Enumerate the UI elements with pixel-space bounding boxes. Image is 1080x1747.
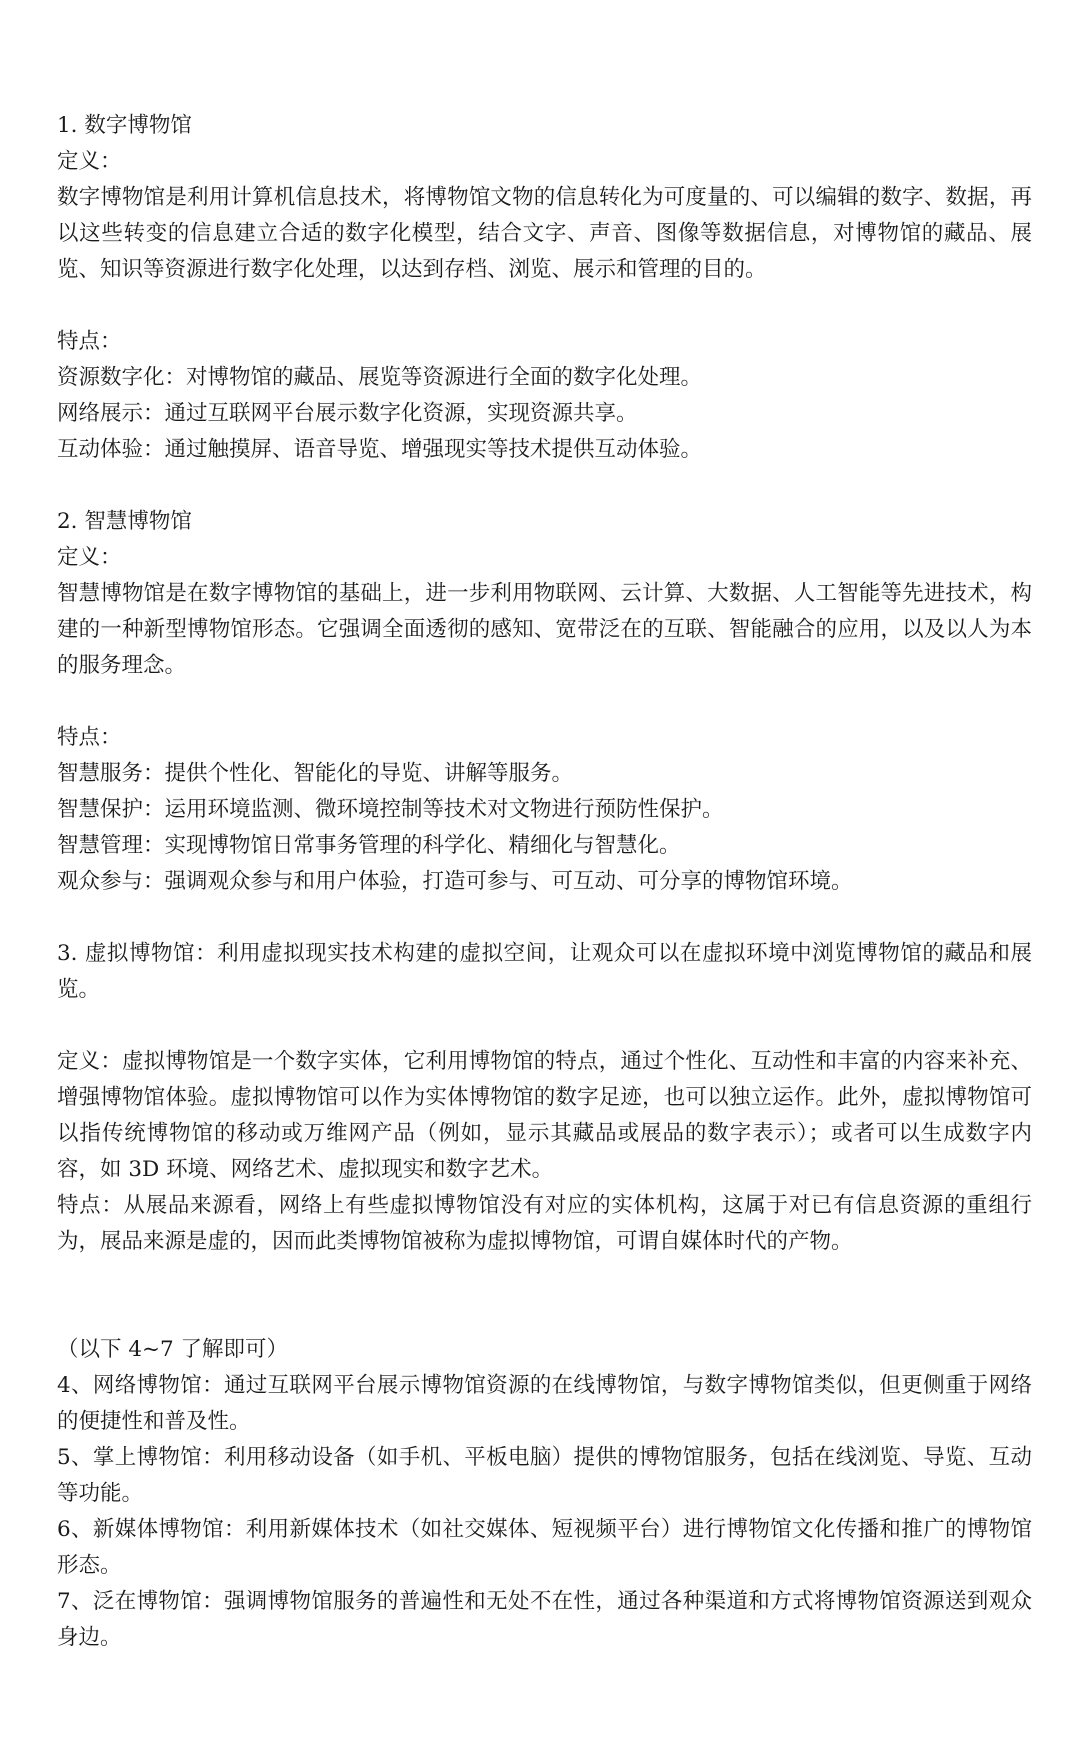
section-1-feature: 网络展示：通过互联网平台展示数字化资源，实现资源共享。 xyxy=(57,401,638,426)
section-3-heading: 3. 虚拟博物馆：利用虚拟现实技术构建的虚拟空间，让观众可以在虚拟环境中浏览博物馆的藏品和展览。 xyxy=(57,941,1032,1002)
section-1-features-label: 特点： xyxy=(57,329,122,354)
supplementary-note: （以下 4~7 了解即可） xyxy=(57,1337,289,1362)
section-3-definition: 定义：虚拟博物馆是一个数字实体，它利用博物馆的特点，通过个性化、互动性和丰富的内容来补充、增强博物馆体验。虚拟博物馆可以作为实体博物馆的数字足迹，也可以独立运作。此外，虚拟博物馆可以指传统博物馆的移动或万维网产品（例如，显示其藏品或展品的数字表示）；或者可以生成数字内容，如 3D 环境、网络艺术、虚拟现实和数字艺术。 xyxy=(57,1049,1032,1182)
supplementary-item: 4、网络博物馆：通过互联网平台展示博物馆资源的在线博物馆，与数字博物馆类似，但更侧重于网络的便捷性和普及性。 xyxy=(57,1373,1032,1434)
section-1-feature: 资源数字化：对博物馆的藏品、展览等资源进行全面的数字化处理。 xyxy=(57,365,703,390)
supplementary-item: 6、新媒体博物馆：利用新媒体技术（如社交媒体、短视频平台）进行博物馆文化传播和推广的博物馆形态。 xyxy=(57,1517,1032,1578)
section-2-feature: 智慧服务：提供个性化、智能化的导览、讲解等服务。 xyxy=(57,761,574,786)
section-1-feature: 互动体验：通过触摸屏、语音导览、增强现实等技术提供互动体验。 xyxy=(57,437,703,462)
supplementary-item: 7、泛在博物馆：强调博物馆服务的普遍性和无处不在性，通过各种渠道和方式将博物馆资源送到观众身边。 xyxy=(57,1589,1032,1650)
section-1-definition-label: 定义： xyxy=(57,149,122,174)
supplementary-item: 5、掌上博物馆：利用移动设备（如手机、平板电脑）提供的博物馆服务，包括在线浏览、导览、互动等功能。 xyxy=(57,1445,1032,1506)
section-2-feature: 智慧保护：运用环境监测、微环境控制等技术对文物进行预防性保护。 xyxy=(57,797,724,822)
section-2-feature: 观众参与：强调观众参与和用户体验，打造可参与、可互动、可分享的博物馆环境。 xyxy=(57,869,853,894)
section-2-definition: 智慧博物馆是在数字博物馆的基础上，进一步利用物联网、云计算、大数据、人工智能等先进技术，构建的一种新型博物馆形态。它强调全面透彻的感知、宽带泛在的互联、智能融合的应用，以及以人为本的服务理念。 xyxy=(57,581,1032,678)
section-2-features-label: 特点： xyxy=(57,725,122,750)
section-3-features: 特点：从展品来源看，网络上有些虚拟博物馆没有对应的实体机构，这属于对已有信息资源的重组行为，展品来源是虚的，因而此类博物馆被称为虚拟博物馆，可谓自媒体时代的产物。 xyxy=(57,1193,1032,1254)
section-2-feature: 智慧管理：实现博物馆日常事务管理的科学化、精细化与智慧化。 xyxy=(57,833,681,858)
document-page xyxy=(57,108,1032,1656)
section-1-heading: 1. 数字博物馆 xyxy=(57,113,192,138)
section-2-definition-label: 定义： xyxy=(57,545,122,570)
section-2-heading: 2. 智慧博物馆 xyxy=(57,509,192,534)
section-1-definition: 数字博物馆是利用计算机信息技术，将博物馆文物的信息转化为可度量的、可以编辑的数字、数据，再以这些转变的信息建立合适的数字化模型，结合文字、声音、图像等数据信息，对博物馆的藏品、展览、知识等资源进行数字化处理，以达到存档、浏览、展示和管理的目的。 xyxy=(57,185,1032,282)
